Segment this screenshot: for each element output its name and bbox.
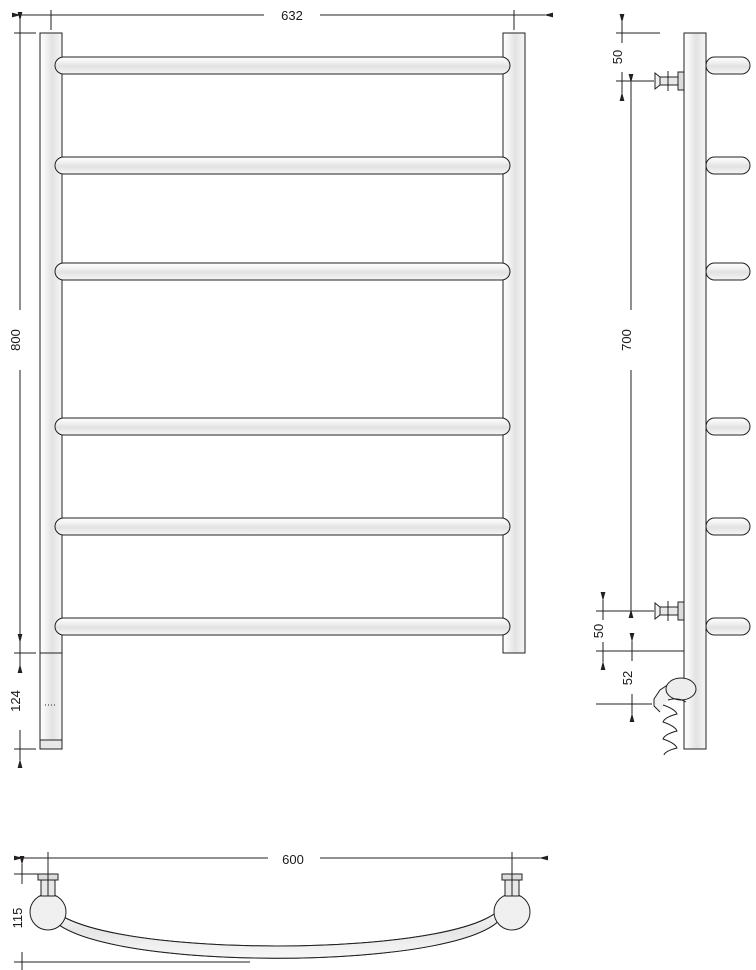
- side-rail-4: [706, 418, 750, 435]
- side-rail-6: [706, 618, 750, 635]
- rail-4: [55, 418, 510, 435]
- rail-2: [55, 157, 510, 174]
- dim-label-50-top: 50: [610, 49, 625, 65]
- top-view: [14, 852, 540, 970]
- dimension-side-52: [596, 641, 684, 714]
- side-rail-3: [706, 263, 750, 280]
- dim-label-700: 700: [619, 329, 634, 351]
- bottom-wall-bracket: [655, 601, 684, 621]
- side-rail-1: [706, 57, 750, 74]
- side-rail-2: [706, 157, 750, 174]
- dim-label-632: 632: [281, 8, 303, 23]
- dim-label-124: 124: [8, 690, 23, 712]
- dimension-top-600: [22, 852, 540, 872]
- front-view: [14, 10, 545, 760]
- rail-6: [55, 618, 510, 635]
- rail-5: [55, 518, 510, 535]
- rail-3: [55, 263, 510, 280]
- dim-label-50-bottom: 50: [591, 623, 606, 639]
- side-rail-5: [706, 518, 750, 535]
- rail-1: [55, 57, 510, 74]
- dim-label-115: 115: [10, 907, 25, 929]
- top-view-bracket-right: [502, 872, 522, 896]
- coiled-cable: [663, 705, 677, 755]
- side-view: [596, 22, 750, 755]
- top-wall-bracket: [655, 71, 684, 91]
- top-view-bracket-left: [38, 872, 58, 896]
- dim-label-600: 600: [282, 852, 304, 867]
- dimension-labels: [8, 8, 635, 928]
- dim-label-800: 800: [8, 329, 23, 351]
- dim-label-52: 52: [620, 670, 635, 686]
